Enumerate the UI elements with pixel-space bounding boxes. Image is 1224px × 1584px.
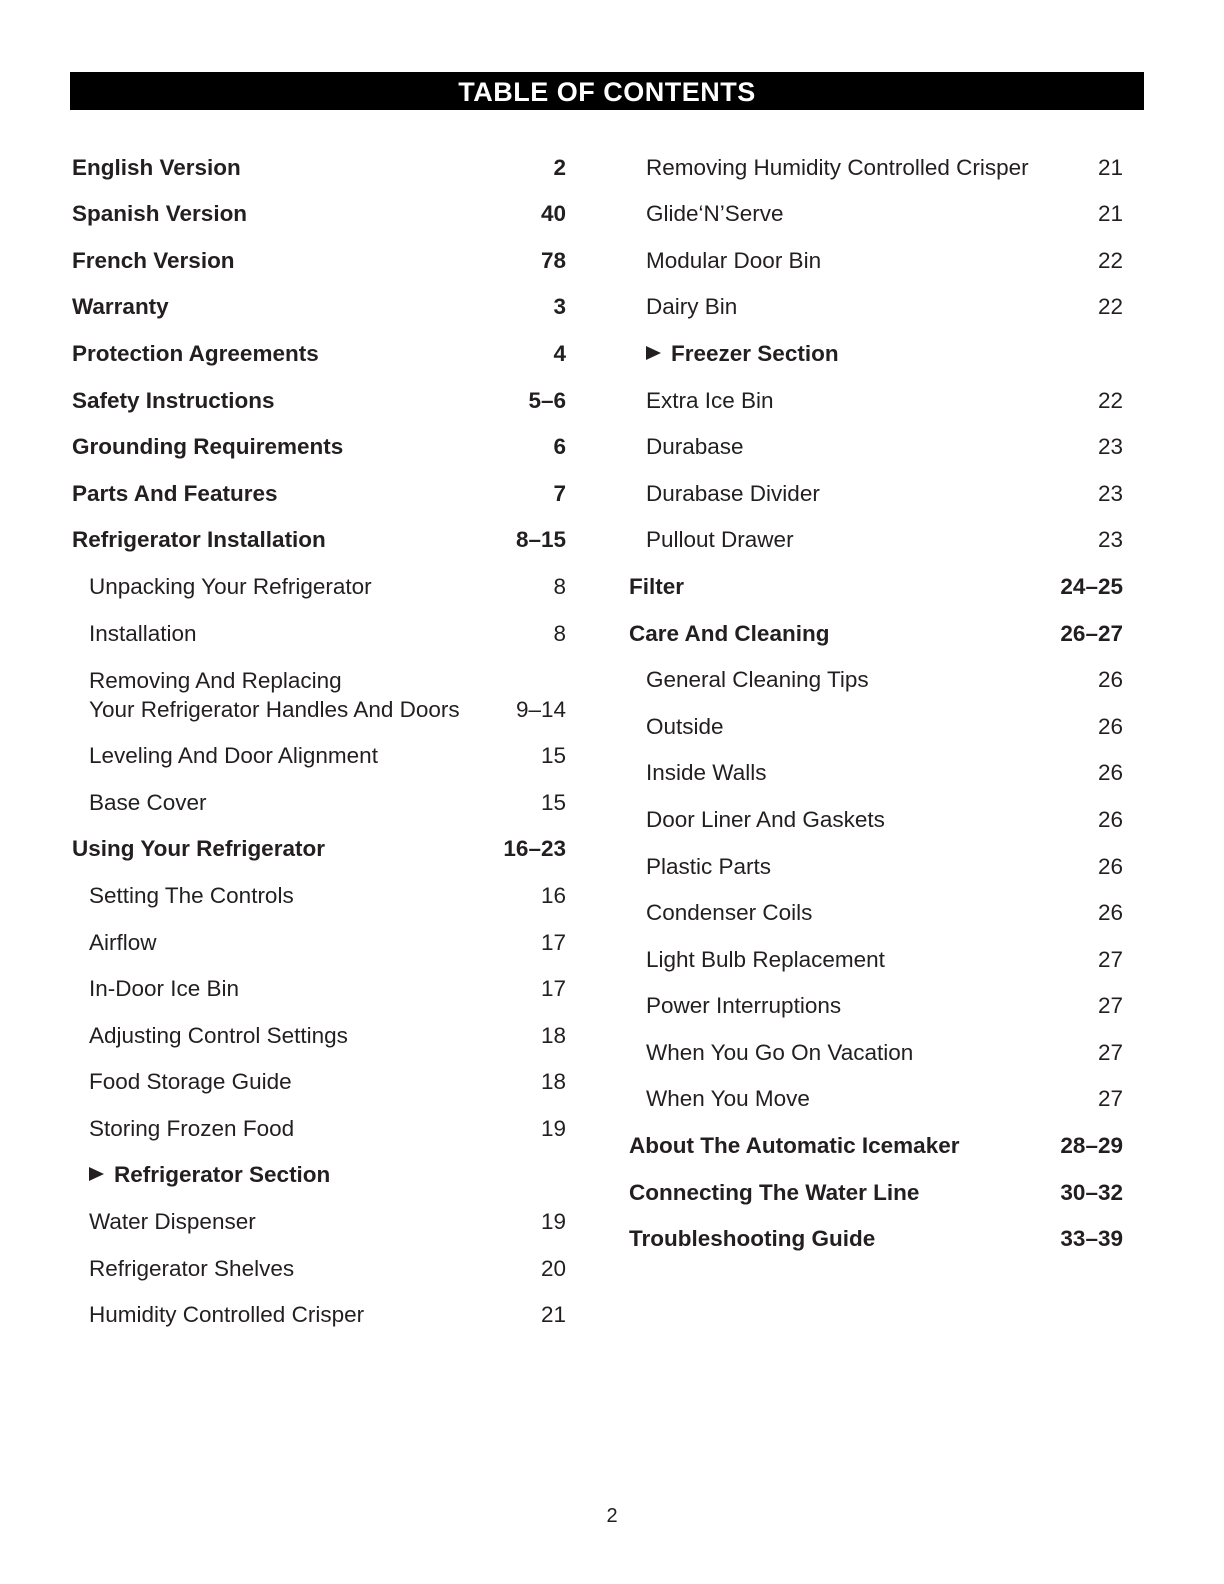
toc-entry-page: 27	[1097, 946, 1123, 972]
toc-entry-page: 19	[540, 1209, 566, 1235]
toc-entry-page: 23	[1097, 527, 1123, 553]
toc-entry	[629, 834, 1123, 881]
toc-entry-label: Setting The Controls	[89, 882, 294, 908]
toc-entry-page: 33–39	[1060, 1226, 1123, 1252]
toc-entry	[629, 1067, 1123, 1114]
toc-entry-page: 24–25	[1060, 573, 1123, 599]
toc-entry	[72, 1283, 566, 1330]
toc-entry	[72, 724, 566, 771]
toc-entry	[629, 974, 1123, 1021]
toc-entry-label: Installation	[89, 620, 197, 646]
toc-entry	[72, 1003, 566, 1050]
toc-entry	[629, 135, 1123, 182]
toc-entry	[629, 275, 1123, 322]
toc-entry-page: 27	[1097, 1039, 1123, 1065]
toc-entry-page: 3	[553, 294, 566, 320]
toc-entry	[629, 368, 1123, 415]
toc-entry-page: 7	[553, 480, 566, 506]
toc-entry	[72, 368, 566, 415]
toc-entry	[72, 1096, 566, 1143]
toc-entry-page: 21	[540, 1302, 566, 1328]
toc-entry	[629, 694, 1123, 741]
toc-entry-label: Power Interruptions	[646, 993, 842, 1019]
toc-entry-page: 8	[553, 620, 566, 646]
toc-entry	[72, 461, 566, 508]
toc-entry-page: 17	[540, 976, 566, 1002]
arrow-right-icon	[646, 346, 661, 360]
toc-entry-label: General Cleaning Tips	[646, 667, 869, 693]
toc-entry-page: 21	[1097, 201, 1123, 227]
toc-entry-page: 23	[1097, 480, 1123, 506]
toc-entry-label: Connecting The Water Line	[629, 1179, 920, 1205]
toc-section-label: Refrigerator Section	[114, 1162, 331, 1188]
toc-entry	[629, 461, 1123, 508]
toc-entry-label: Modular Door Bin	[646, 247, 822, 273]
toc-entry-page: 20	[540, 1255, 566, 1281]
toc-entry-page: 18	[540, 1069, 566, 1095]
toc-entry	[629, 741, 1123, 788]
toc-entry-label: Light Bulb Replacement	[646, 946, 885, 972]
toc-entry-label: In-Door Ice Bin	[89, 976, 240, 1002]
toc-entry-page: 26	[1097, 667, 1123, 693]
toc-entry-label: Warranty	[72, 294, 169, 320]
toc-entry-label: When You Move	[646, 1086, 810, 1112]
toc-entry-label: Humidity Controlled Crisper	[89, 1302, 365, 1328]
arrow-right-icon	[89, 1167, 104, 1181]
toc-entry-label: Durabase Divider	[646, 480, 820, 506]
toc-entry-page: 26	[1097, 853, 1123, 879]
toc-entry	[629, 881, 1123, 928]
toc-entry	[72, 648, 566, 724]
toc-entry-page: 40	[540, 201, 566, 227]
toc-entry-label: Airflow	[89, 929, 157, 955]
toc-entry-label: Safety Instructions	[72, 387, 275, 413]
toc-entry-label: Durabase	[646, 434, 744, 460]
toc-entry	[72, 508, 566, 555]
toc-entry-label: Unpacking Your Refrigerator	[89, 573, 372, 599]
toc-entry-page: 15	[540, 743, 566, 769]
toc-entry	[629, 601, 1123, 648]
toc-entry-page: 26	[1097, 806, 1123, 832]
toc-entry	[629, 508, 1123, 555]
toc-entry-label: Condenser Coils	[646, 900, 813, 926]
toc-entry	[72, 817, 566, 864]
toc-entry	[72, 770, 566, 817]
toc-entry-page: 18	[540, 1022, 566, 1048]
toc-entry-label: Glide‘N’Serve	[646, 201, 784, 227]
toc-section-heading	[629, 321, 1123, 368]
toc-entry	[72, 1050, 566, 1097]
toc-left-column	[72, 135, 566, 1329]
toc-entry-label: Outside	[646, 713, 724, 739]
toc-section-label: Freezer Section	[671, 340, 839, 366]
toc-title: TABLE OF CONTENTS	[70, 72, 1144, 110]
toc-entry-page: 22	[1097, 387, 1123, 413]
toc-entry-label: Grounding Requirements	[72, 434, 344, 460]
toc-entry-page: 26	[1097, 713, 1123, 739]
toc-entry-label: Door Liner And Gaskets	[646, 806, 885, 832]
toc-entry-label: Removing Humidity Controlled Crisper	[646, 154, 1029, 180]
toc-entry-label: Using Your Refrigerator	[72, 836, 325, 862]
toc-entry	[72, 415, 566, 462]
toc-entry	[72, 863, 566, 910]
toc-entry-page: 9–14	[515, 696, 566, 722]
toc-entry-label: English Version	[72, 154, 241, 180]
toc-entry	[629, 1207, 1123, 1254]
toc-entry-page: 19	[540, 1115, 566, 1141]
toc-entry-label: Food Storage Guide	[89, 1069, 292, 1095]
toc-entry-label: Spanish Version	[72, 201, 248, 227]
toc-entry-label: Care And Cleaning	[629, 620, 830, 646]
toc-entry-page: 30–32	[1060, 1179, 1123, 1205]
toc-entry	[629, 1113, 1123, 1160]
toc-section-heading	[72, 1143, 566, 1190]
toc-entry-label: About The Automatic Icemaker	[629, 1133, 960, 1159]
toc-entry-page: 26–27	[1060, 620, 1123, 646]
toc-entry-page: 16–23	[503, 836, 566, 862]
toc-entry-label: Water Dispenser	[89, 1209, 256, 1235]
toc-entry	[629, 1160, 1123, 1207]
toc-entry-page: 4	[553, 340, 566, 366]
toc-entry-label: Parts And Features	[72, 480, 278, 506]
toc-entry-label: Refrigerator Shelves	[89, 1255, 295, 1281]
toc-entry-page: 26	[1097, 760, 1123, 786]
toc-entry	[72, 182, 566, 229]
toc-entry	[72, 321, 566, 368]
toc-entry-label: Storing Frozen Food	[89, 1115, 295, 1141]
toc-entry-page: 2	[553, 154, 566, 180]
toc-entry	[629, 182, 1123, 229]
toc-entry-label: Leveling And Door Alignment	[89, 743, 378, 769]
toc-entry-label: Dairy Bin	[646, 294, 738, 320]
toc-entry-page: 17	[540, 929, 566, 955]
toc-entry	[629, 927, 1123, 974]
toc-entry-page: 8–15	[515, 527, 566, 553]
toc-entry-page: 27	[1097, 993, 1123, 1019]
toc-entry-page: 16	[540, 882, 566, 908]
toc-entry	[629, 1020, 1123, 1067]
toc-entry-label: Inside Walls	[646, 760, 767, 786]
toc-entry-page: 8	[553, 573, 566, 599]
toc-entry	[72, 275, 566, 322]
toc-entry-label: French Version	[72, 247, 235, 273]
toc-entry	[72, 1236, 566, 1283]
toc-entry	[72, 601, 566, 648]
toc-entry-page: 5–6	[528, 387, 566, 413]
toc-entry-page: 22	[1097, 294, 1123, 320]
toc-entry	[629, 554, 1123, 601]
toc-entry-page: 78	[540, 247, 566, 273]
toc-entry-label: Refrigerator Installation	[72, 527, 326, 553]
toc-entry-page: 27	[1097, 1086, 1123, 1112]
toc-right-column	[629, 135, 1123, 1253]
toc-entry-label: Troubleshooting Guide	[629, 1226, 876, 1252]
toc-entry	[629, 648, 1123, 695]
toc-entry	[72, 1189, 566, 1236]
toc-entry-page: 23	[1097, 434, 1123, 460]
toc-entry-label: When You Go On Vacation	[646, 1039, 914, 1065]
toc-entry	[72, 228, 566, 275]
toc-entry-label: Pullout Drawer	[646, 527, 794, 553]
toc-entry-label: Extra Ice Bin	[646, 387, 774, 413]
toc-entry-label	[629, 331, 839, 368]
toc-entry	[72, 957, 566, 1004]
toc-entry-page: 28–29	[1060, 1133, 1123, 1159]
toc-entry-label: Protection Agreements	[72, 340, 319, 366]
toc-entry-label	[72, 1152, 330, 1189]
toc-entry-label: Base Cover	[89, 789, 207, 815]
toc-entry	[629, 228, 1123, 275]
toc-entry	[72, 910, 566, 957]
toc-entry-label: Removing And Replacing Your Refrigerator Handles And Doors	[89, 667, 460, 722]
toc-entry-page: 15	[540, 789, 566, 815]
toc-entry	[629, 787, 1123, 834]
toc-entry-page: 26	[1097, 900, 1123, 926]
toc-entry-page: 6	[553, 434, 566, 460]
toc-entry-label: Plastic Parts	[646, 853, 772, 879]
toc-entry	[629, 415, 1123, 462]
page-number: 2	[606, 1505, 618, 1527]
toc-entry	[72, 554, 566, 601]
toc-entry-label: Filter	[629, 573, 685, 599]
toc-entry-page: 22	[1097, 247, 1123, 273]
toc-entry-label: Adjusting Control Settings	[89, 1022, 348, 1048]
toc-entry-page: 21	[1097, 154, 1123, 180]
toc-entry	[72, 135, 566, 182]
